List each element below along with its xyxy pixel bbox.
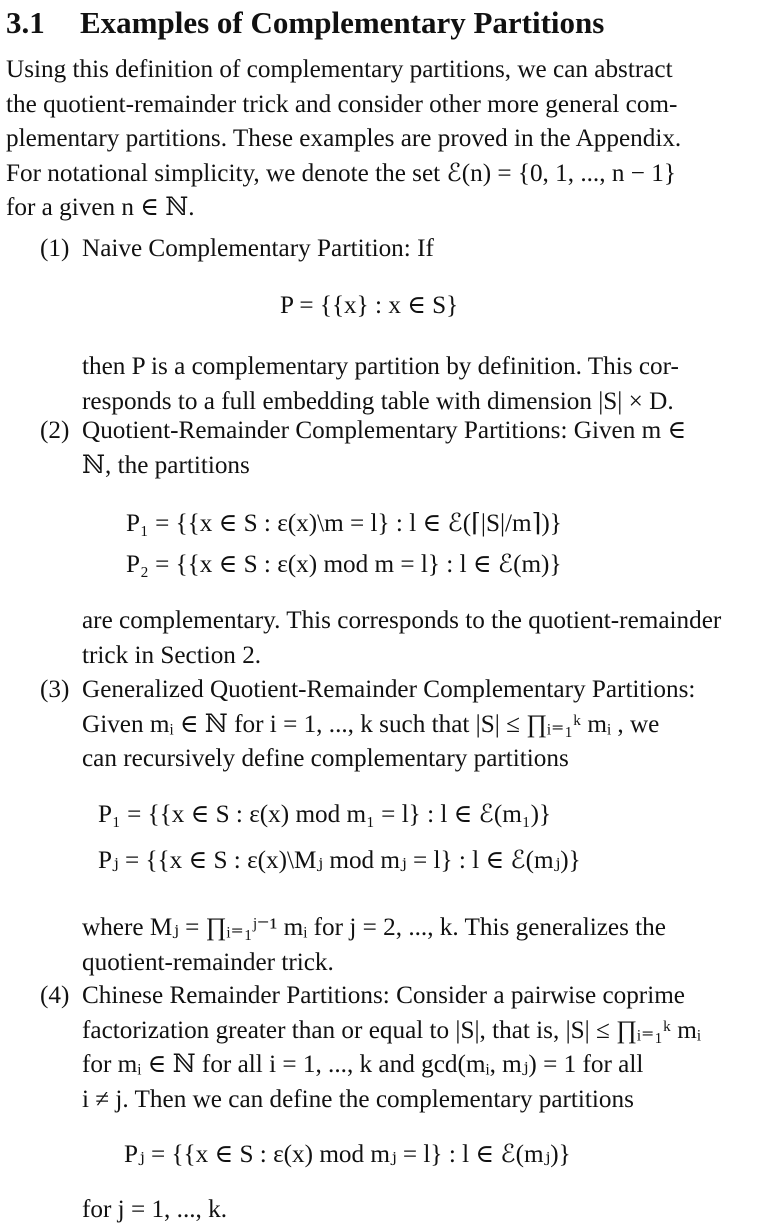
equation: P₂ = {{x ∈ S : ε(x) mod m = l} : l ∈ ℰ(m)} bbox=[126, 551, 562, 578]
item-line: are complementary. This corresponds to the quotient-remainder bbox=[82, 607, 722, 634]
item-line: for mᵢ ∈ ℕ for all i = 1, ..., k and gcd(mᵢ, mⱼ) = 1 for all bbox=[82, 1051, 644, 1078]
item-line: for j = 1, ..., k. bbox=[82, 1196, 228, 1223]
item-label: (3) bbox=[40, 676, 70, 703]
intro-line: for a given n ∈ ℕ. bbox=[6, 194, 195, 221]
item-body bbox=[82, 673, 750, 777]
item-continuation bbox=[82, 604, 776, 673]
intro-line: Using this definition of complementary partitions, we can abstract bbox=[6, 56, 673, 83]
section-number: 3.1 bbox=[6, 5, 45, 40]
equation: Pⱼ = {{x ∈ S : ε(x)\Mⱼ mod mⱼ = l} : l ∈ ℰ(mⱼ)} bbox=[98, 847, 581, 874]
item-body bbox=[82, 232, 750, 267]
item-line: Quotient-Remainder Complementary Partitions: Given m ∈ bbox=[82, 417, 687, 444]
item-line: where Mⱼ = ∏ᵢ₌₁ʲ⁻¹ mᵢ for j = 2, ..., k. This generalizes the bbox=[82, 914, 666, 941]
intro-line: For notational simplicity, we denote the set ℰ(n) = {0, 1, ..., n − 1} bbox=[6, 159, 676, 187]
item-line: i ≠ j. Then we can define the complementary partitions bbox=[82, 1085, 634, 1113]
item-line: Given mᵢ ∈ ℕ for i = 1, ..., k such that |S| ≤ ∏ᵢ₌₁ᵏ mᵢ , we bbox=[82, 710, 660, 738]
equation: P₁ = {{x ∈ S : ε(x) mod m₁ = l} : l ∈ ℰ(m₁)} bbox=[98, 801, 552, 828]
equation: P₁ = {{x ∈ S : ε(x)\m = l} : l ∈ ℰ(⌈|S|/m⌉)} bbox=[126, 510, 562, 537]
intro-line: the quotient-remainder trick and consider other more general com- bbox=[6, 90, 678, 118]
item-continuation bbox=[82, 1193, 750, 1228]
item-label: (2) bbox=[40, 417, 70, 444]
equation: Pⱼ = {{x ∈ S : ε(x) mod mⱼ = l} : l ∈ ℰ(mⱼ)} bbox=[124, 1141, 571, 1168]
item-label: (1) bbox=[40, 235, 70, 262]
item-line: responds to a full embedding table with dimension |S| × D. bbox=[82, 387, 674, 415]
item-body bbox=[82, 979, 750, 1117]
item-label: (4) bbox=[40, 982, 70, 1009]
intro-line: plementary partitions. These examples are proved in the Appendix. bbox=[6, 125, 682, 152]
equation: P = {{x} : x ∈ S} bbox=[280, 292, 459, 319]
item-body bbox=[82, 414, 750, 483]
item-line: factorization greater than or equal to |S|, that is, |S| ≤ ∏ᵢ₌₁ᵏ mᵢ bbox=[82, 1016, 701, 1044]
item-line: quotient-remainder trick. bbox=[82, 948, 334, 976]
item-continuation bbox=[82, 911, 750, 980]
item-line: then P is a complementary partition by definition. This cor- bbox=[82, 353, 679, 380]
item-continuation bbox=[82, 350, 750, 419]
item-line: ℕ, the partitions bbox=[82, 451, 250, 479]
item-line: Chinese Remainder Partitions: Consider a pairwise coprime bbox=[82, 982, 685, 1009]
item-line: can recursively define complementary partitions bbox=[82, 745, 569, 772]
section-heading bbox=[6, 6, 604, 41]
item-lead: Naive Complementary Partition: If bbox=[82, 235, 434, 262]
intro-paragraph bbox=[6, 53, 770, 226]
section-title: Examples of Complementary Partitions bbox=[80, 5, 605, 40]
item-line: Generalized Quotient-Remainder Complementary Partitions: bbox=[82, 676, 696, 703]
item-line: trick in Section 2. bbox=[82, 641, 262, 669]
